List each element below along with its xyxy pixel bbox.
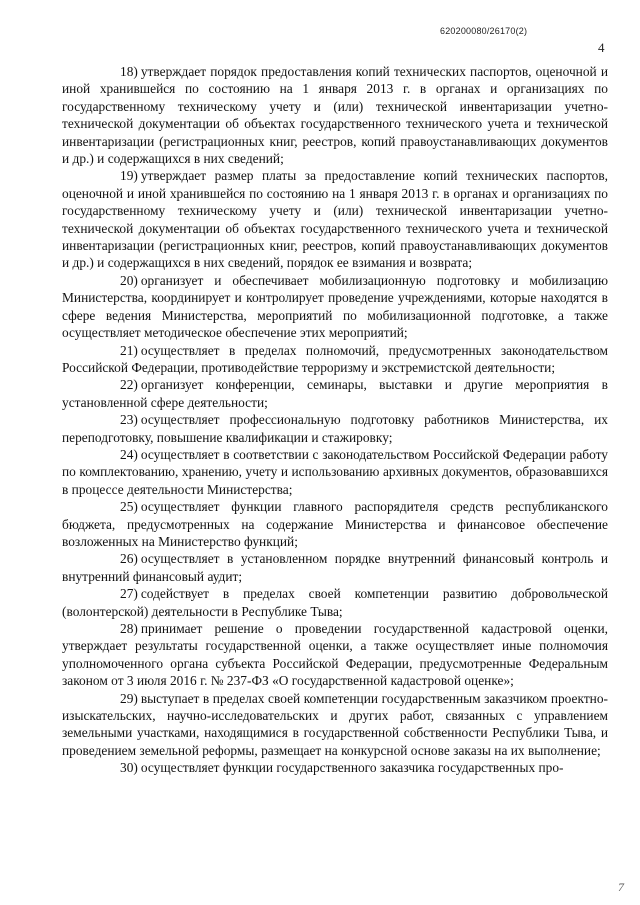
item-text: выступает в пределах своей компетенции государственным заказчиком проектно-изыскательских, научно-исследовательских и других работ, связанных с управлением земельными участками, находящимися в государственной собственности Республики Тыва, и проведением земельной реформы, размещает на конкурсной основе заказы на их выполнение; (62, 690, 608, 758)
item-text: осуществляет функции государственного заказчика государственных про- (140, 760, 564, 776)
item-number: 29) (120, 690, 138, 706)
paragraph-25 (62, 498, 608, 550)
item-number: 19) (120, 168, 138, 184)
item-text: осуществляет функции главного распорядителя средств республиканского бюджета, предусмотренных на содержание Министерства и финансовое обеспечение возложенных на Министерство функций; (62, 499, 608, 549)
paragraph-26 (62, 550, 608, 585)
item-number: 30) (120, 760, 138, 776)
item-text: организует конференции, семинары, выставки и другие мероприятия в установленной сфере деятельности; (62, 377, 608, 410)
item-number: 22) (120, 377, 138, 393)
item-text: организует и обеспечивает мобилизационную подготовку и мобилизацию Министерства, координирует и контролирует проведение учреждениями, которые находятся в сфере ведения Министерства, мероприятий по мобилизационной подготовке, а также осуществляет методическое обеспечение этих мероприятий; (62, 272, 608, 341)
paragraph-28 (62, 620, 608, 690)
item-number: 21) (120, 342, 138, 358)
item-number: 20) (120, 272, 138, 288)
paragraph-30 (62, 759, 608, 776)
paragraph-19 (62, 167, 608, 271)
item-number: 26) (120, 551, 138, 567)
item-number: 24) (120, 446, 138, 462)
item-number: 23) (120, 412, 138, 428)
document-body (62, 63, 608, 777)
paragraph-18 (62, 63, 608, 167)
paragraph-24 (62, 446, 608, 498)
paragraph-29 (62, 690, 608, 760)
item-number: 25) (120, 499, 138, 515)
item-text: осуществляет в установленном порядке внутренний финансовый контроль и внутренний финансовый аудит; (62, 551, 608, 584)
item-number: 18) (120, 64, 138, 79)
paragraph-22 (62, 376, 608, 411)
paragraph-23 (62, 411, 608, 446)
paragraph-27 (62, 585, 608, 620)
item-text: принимает решение о проведении государственной кадастровой оценки, утверждает результаты государственной оценки, а также осуществляет иные полномочия уполномоченного органа субъекта Российской Федерации, предусмотренные Федеральным законом от 3 июля 2016 г. № 237-ФЗ «О государственной кадастровой оценке»; (62, 621, 608, 689)
paragraph-21 (62, 342, 608, 377)
item-text: утверждает порядок предоставления копий технических паспортов, оценочной и иной хранившейся по состоянию на 1 января 2013 г. в органах и организациях по государственному техническому учету и (или) технической инвентаризации учетно-технической документации об объектах государственного технического учета и технической инвентаризации (регистрационных книг, реестров, копий правоустанавливающих документов и др.) и содержащихся в них сведений; (62, 64, 608, 167)
item-text: утверждает размер платы за предоставление копий технических паспортов, оценочной и иной хранившейся по состоянию на 1 января 2013 г. в органах и организациях по государственному техническому учету и (или) технической инвентаризации учетно-технической документации об объектах государственного технического учета и технической инвентаризации (регистрационных книг, реестров, копий правоустанавливающих документов и др.) и содержащихся в них сведений, порядок ее взимания и возврата; (62, 168, 608, 271)
item-text: осуществляет профессиональную подготовку работников Министерства, их переподготовку, повышение квалификации и стажировку; (62, 412, 608, 445)
item-text: осуществляет в соответствии с законодательством Российской Федерации работу по комплектованию, хранению, учету и использованию архивных документов, образовавшихся в процессе деятельности Министерства; (62, 446, 608, 497)
item-number: 28) (120, 621, 138, 636)
document-code: 620200080/26170(2) (440, 26, 528, 36)
paragraph-20 (62, 272, 608, 342)
item-text: содействует в пределах своей компетенции развитию добровольческой (волонтерской) деятельности в Республике Тыва; (62, 586, 608, 619)
page-number: 4 (598, 40, 605, 55)
item-number: 27) (120, 586, 138, 602)
handwritten-corner-mark: 7 (618, 880, 624, 894)
item-text: осуществляет в пределах полномочий, предусмотренных законодательством Российской Федерации, противодействие терроризму и экстремистской деятельности; (62, 342, 608, 375)
